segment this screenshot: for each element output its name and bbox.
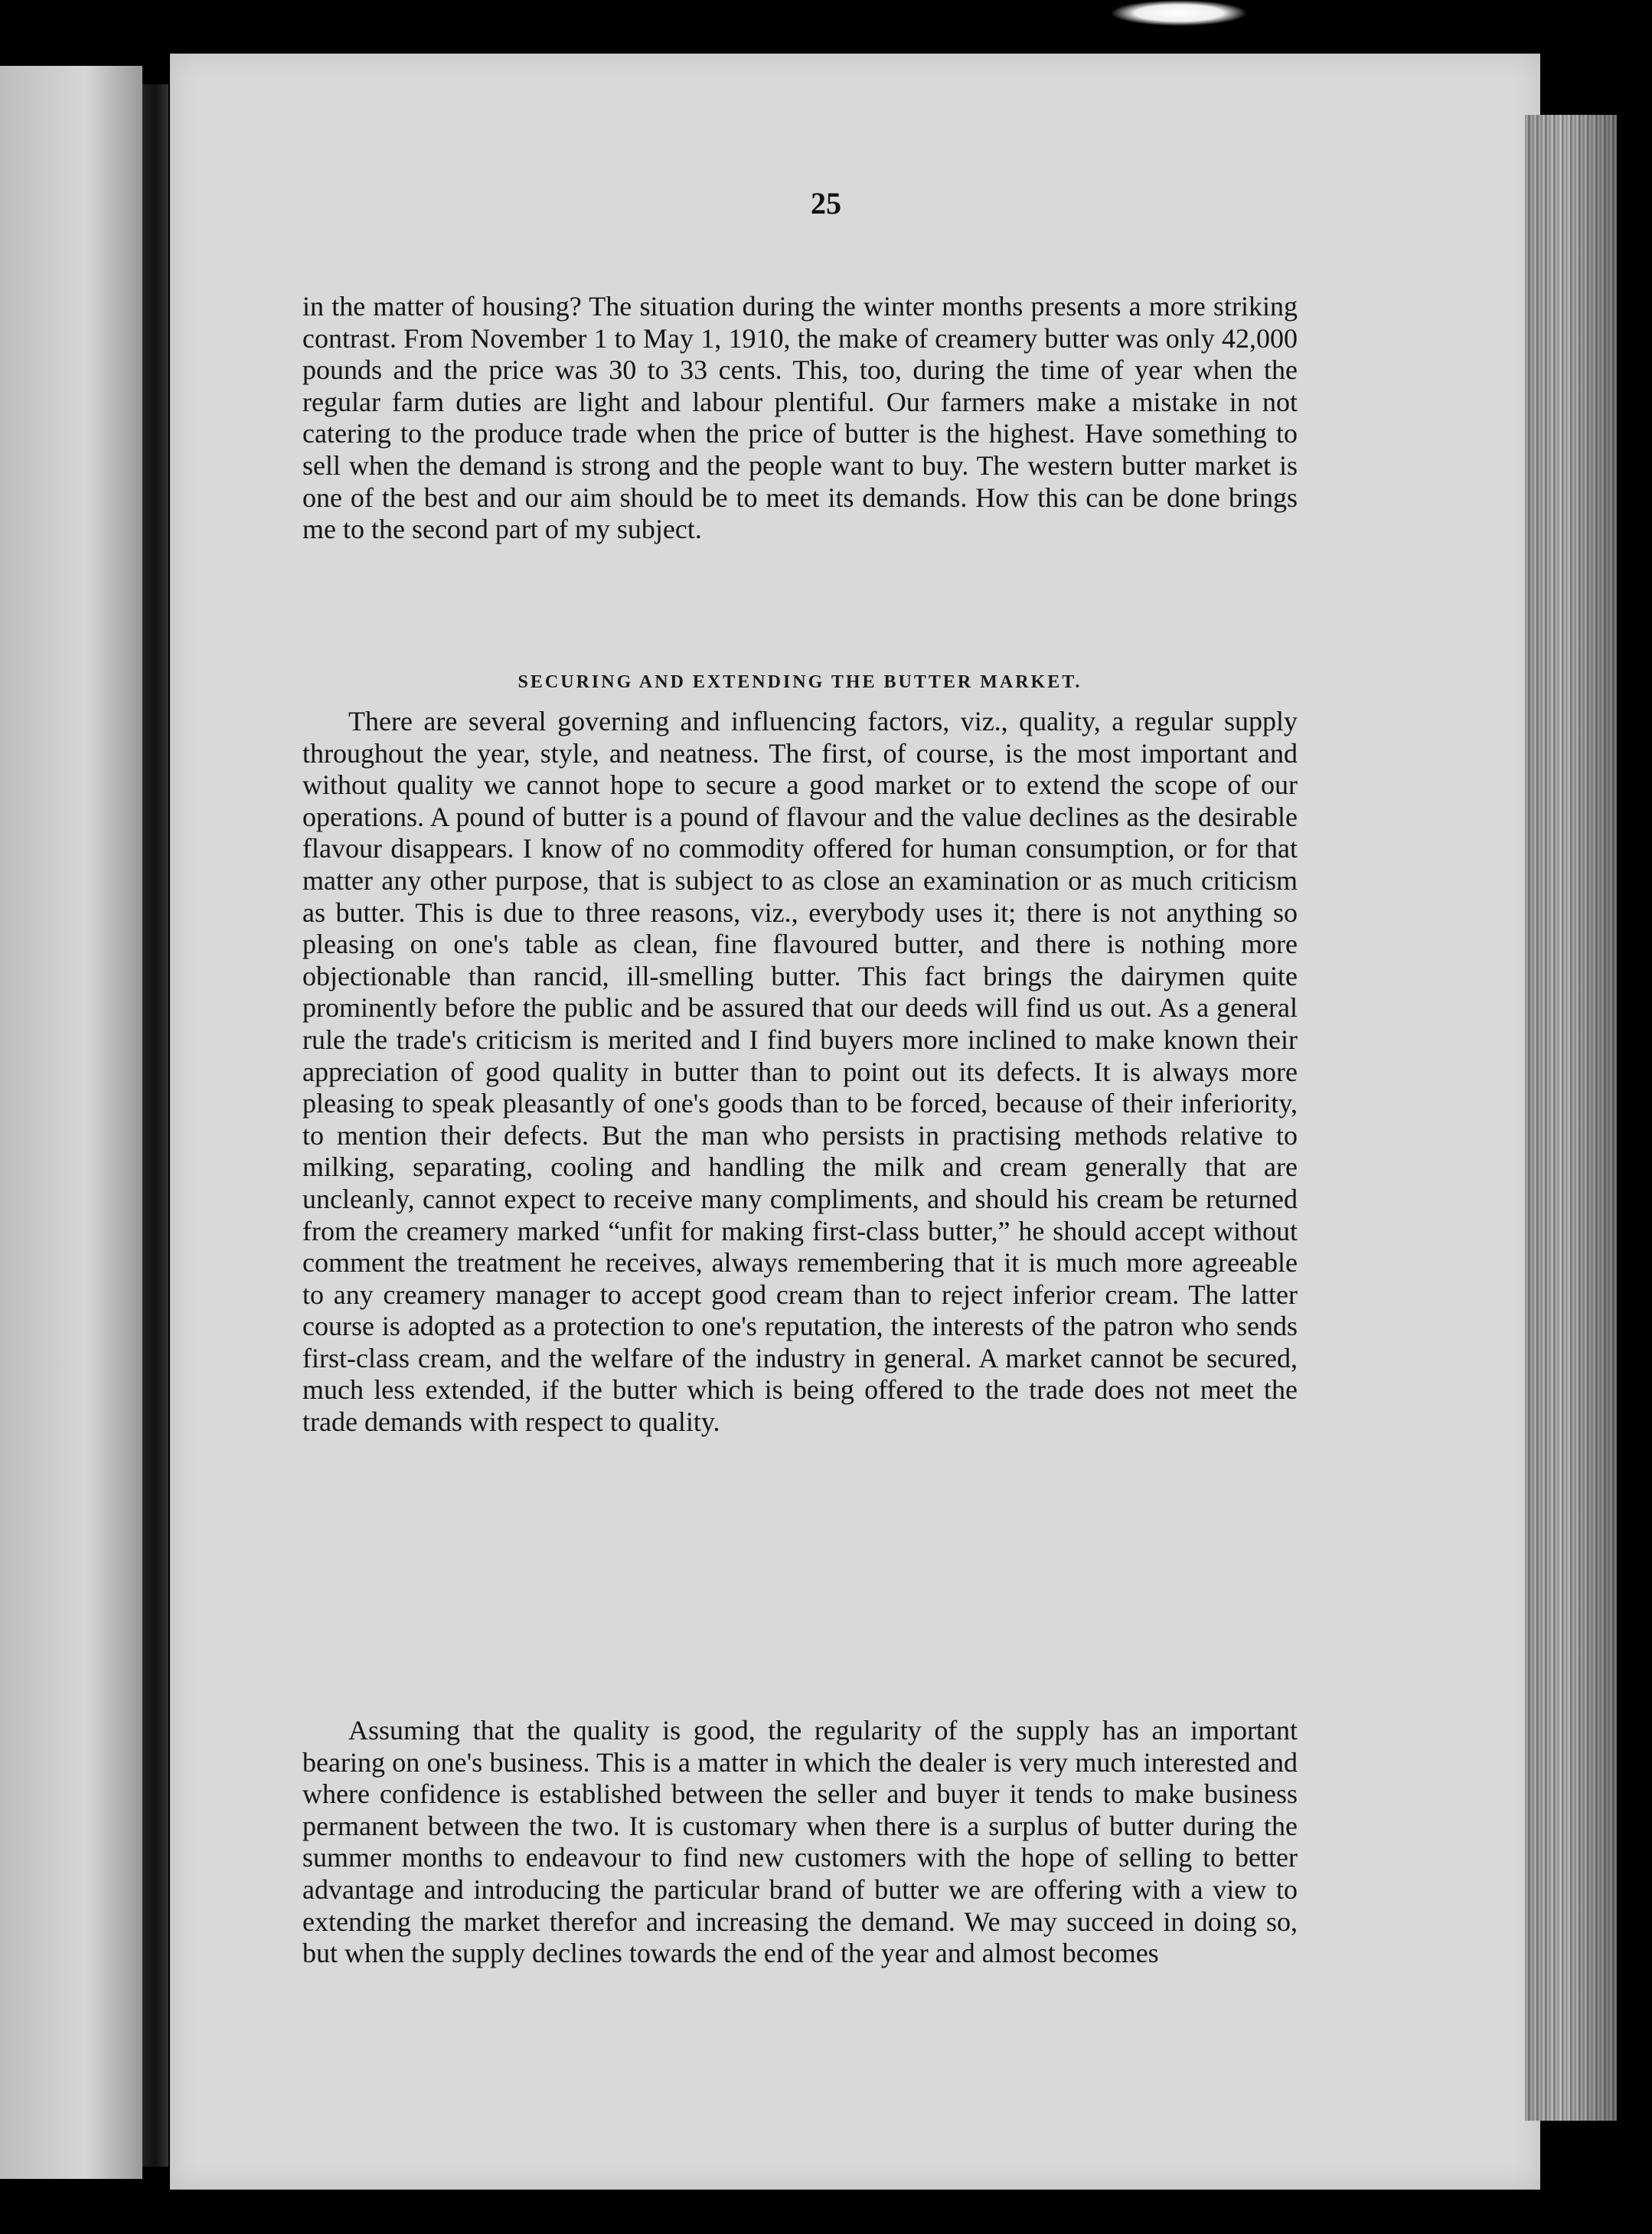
paragraph-quality	[302, 706, 1298, 1439]
paragraph-text: in the matter of housing? The situation during the winter months presents a more striking contrast. From November 1 to May 1, 1910, the make of creamery butter was only 42,000 pounds and the price was 30 to 33 cents. This, too, during the time of year when the regular farm duties are light and labour plentiful. Our farmers make a mistake in not catering to the produce trade when the price of butter is the highest. Have something to sell when the demand is strong and the people want to buy. The western butter market is one of the best and our aim should be to meet its demands. How this can be done brings me to the second part of my subject.	[302, 291, 1298, 545]
page-number: 25	[811, 186, 841, 220]
scan-artifact	[1110, 0, 1248, 26]
section-heading: SECURING AND EXTENDING THE BUTTER MARKET.	[517, 672, 1082, 692]
book-gutter	[142, 84, 168, 2167]
paragraph-regularity	[302, 1715, 1298, 1970]
paragraph-text: Assuming that the quality is good, the regularity of the supply has an important bearing on one's business. This is a matter in which the dealer is very much interested and where confidence is established between the seller and buyer it tends to make business permanent between the two. It is customary when there is a surplus of butter during the summer months to endeavour to find new customers with the hope of selling to better advantage and introducing the particular brand of butter we are offering with a view to extending the market therefor and increasing the demand. We may succeed in doing so, but when the supply declines towards the end of the year and almost becomes	[302, 1715, 1298, 1969]
paragraph-continued	[302, 291, 1298, 546]
facing-page-edge	[0, 66, 142, 2179]
paragraph-text: There are several governing and influencing factors, viz., quality, a regular supply throughout the year, style, and neatness. The first, of course, is the most important and without quality we cannot hope to secure a good market or to extend the scope of our operations. A pound of butter is a pound of flavour and the value declines as the desirable flavour disappears. I know of no commodity offered for human consumption, or for that matter any other purpose, that is subject to as close an examination or as much criticism as butter. This is due to three reasons, viz., everybody uses it; there is not anything so pleasing on one's table as clean, fine flavoured butter, and there is nothing more objectionable than rancid, ill-smelling butter. This fact brings the dairymen quite prominently before the public and be assured that our deeds will find us out. As a general rule the trade's criticism is merited and I find buyers more inclined to make known their appreciation of good quality in butter than to point out its defects. It is always more pleasing to speak pleasantly of one's goods than to be forced, because of their inferiority, to mention their defects. But the man who persists in practising methods relative to milking, separating, cooling and handling the milk and cream generally that are uncleanly, cannot expect to receive many compliments, and should his cream be returned from the creamery marked “unfit for making first-class butter,” he should accept without comment the treatment he receives, always remembering that it is much more agreeable to any creamery manager to accept good cream than to reject inferior cream. The latter course is adopted as a protection to one's reputation, the interests of the patron who sends first-class cream, and the welfare of the industry in general. A market cannot be secured, much less extended, if the butter which is being offered to the trade does not meet the trade demands with respect to quality.	[302, 706, 1298, 1438]
page-edges-shade	[1525, 115, 1617, 2121]
